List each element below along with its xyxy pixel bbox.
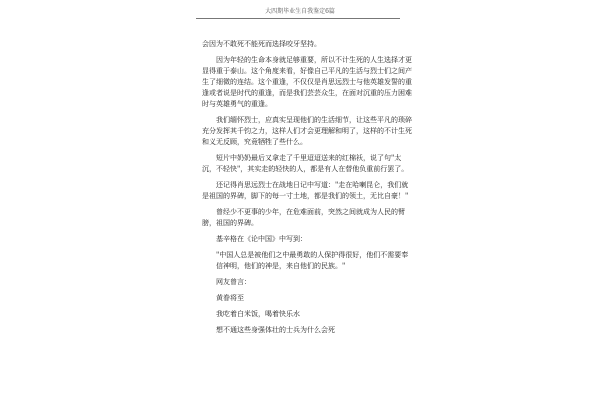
paragraph: 曾经少不更事的少年，在危难面前，突然之间就成为人民的臂膀，祖国的界碑。 — [202, 208, 405, 227]
paragraph: 短片中奶奶最后又拿走了千里迢迢送来的红棉袄，说了句"太沉，不轻快"，其实走的轻快的人，都是有人在替他负重前行罢了。 — [202, 154, 409, 173]
paragraph: 还记得肖思远烈士在战地日记中写道："走在哈喇昆仑，我们就是祖国的界碑，脚下的每一寸土地，都是我们的领土，无比自豪！" — [202, 181, 409, 200]
header-divider — [196, 18, 400, 19]
quote-paragraph: "中国人总是被他们之中最勇敢的人保护得很好，他们不需要奉信神明，他们的神是，来自他们的民族。" — [216, 251, 409, 270]
page-header: 大四期毕业生自我鉴定6篇 — [265, 8, 335, 15]
paragraph: 因为年轻的生命本身就足够重要，所以不计生死的人生选择才更显得重于泰山。这个角度来看，好像自己平凡的生活与烈士们之间产生了细微的连结。这个重逢，不仅仅是肖思远烈士与他英雄发誓的重逢或者说是时代的重逢，而是我们芸芸众生，在面对沉重的压力困难时与英雄勇气的重逢。 — [202, 56, 412, 108]
poem-line: 想不通这些身强体壮的士兵为什么会死 — [216, 326, 335, 334]
poem-line: 黄眷将至 — [216, 294, 244, 302]
paragraph: 会因为不敢死不能死而选择咬牙坚持。 — [202, 40, 321, 48]
paragraph: 我们缅怀烈士，应真实呈现他们的生活细节，让这些平凡的琐碎充分发挥其千钧之力，这样人们才会更理解和明了，这样的不计生死和义无反顾，究竟牺牲了些什么。 — [202, 116, 412, 146]
poem-line: 我吃着白米饭，喝着快乐水 — [216, 310, 300, 318]
paragraph: 基辛格在《论中国》中写到： — [216, 235, 307, 243]
document-body — [202, 39, 412, 341]
paragraph: 网友曾言： — [216, 278, 251, 286]
